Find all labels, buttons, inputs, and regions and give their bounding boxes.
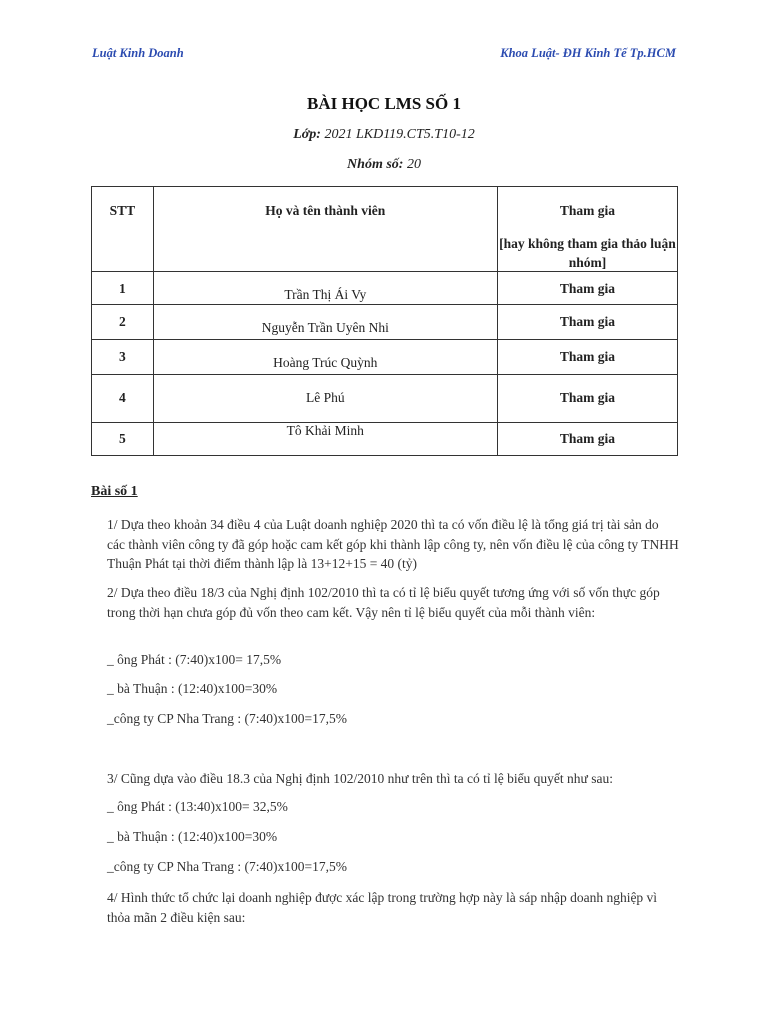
section-title: Bài số 1	[91, 484, 138, 499]
list-item: _công ty CP Nha Trang : (7:40)x100=17,5%	[107, 859, 347, 874]
row-join: Tham gia	[559, 314, 616, 329]
row-join: Tham gia	[559, 349, 616, 364]
header-join	[497, 187, 677, 272]
row-stt-cell	[92, 272, 154, 305]
row-stt-cell	[92, 340, 154, 375]
header-right-text: Khoa Luật- ĐH Kinh Tế Tp.HCM	[500, 46, 676, 60]
row-stt: 1	[118, 281, 126, 296]
members-table	[91, 186, 678, 456]
class-value: 2021 LKD119.CT5.T10-12	[320, 127, 475, 142]
row-stt-cell	[92, 423, 154, 456]
row-name-cell	[153, 375, 497, 423]
list-item: _ ông Phát : (7:40)x100= 17,5%	[107, 652, 282, 667]
row-name: Trần Thị Ái Vy	[284, 287, 367, 302]
table-row	[92, 340, 678, 375]
paragraph-2: 2/ Dựa theo điều 18/3 của Nghị định 102/2010 thì ta có tỉ lệ biểu quyết tương ứng với số vốn thực góp trong thời hạn chưa góp đủ vốn theo cam kết. Vậy nên tỉ lệ biểu quyết của mỗi thành viên:	[107, 585, 660, 620]
row-name: Tô Khải Minh	[286, 423, 364, 438]
list-item: _ bà Thuận : (12:40)x100=30%	[107, 681, 278, 696]
group-value: 20	[403, 157, 421, 172]
row-join: Tham gia	[559, 431, 616, 446]
list-item: _công ty CP Nha Trang : (7:40)x100=17,5%	[107, 711, 347, 726]
header-name	[153, 187, 497, 272]
table-row	[92, 375, 678, 423]
header-join-note: [hay không tham gia thảo luận nhóm]	[499, 236, 676, 270]
row-stt-cell	[92, 305, 154, 340]
paragraph-4: 4/ Hình thức tổ chức lại doanh nghiệp được xác lập trong trường hợp này là sáp nhập doanh nghiệp vì thỏa mãn 2 điều kiện sau:	[107, 890, 658, 925]
row-join-cell	[497, 305, 677, 340]
table-row	[92, 272, 678, 305]
table-row	[92, 423, 678, 456]
header-stt	[92, 187, 154, 272]
row-name-cell	[153, 340, 497, 375]
class-label: Lớp:	[293, 127, 321, 142]
group-label: Nhóm số:	[347, 157, 404, 172]
list-item: _ bà Thuận : (12:40)x100=30%	[107, 829, 278, 844]
table-header-row	[92, 187, 678, 272]
header-left-text: Luật Kinh Doanh	[92, 46, 184, 60]
row-stt: 2	[118, 314, 126, 329]
paragraph-1: 1/ Dựa theo khoản 34 điều 4 của Luật doanh nghiệp 2020 thì ta có vốn điều lệ là tổng giá trị tài sản do các thành viên công ty đã góp hoặc cam kết góp khi thành lập công ty, nên vốn điều lệ của công ty TNHH Thuận Phát tại thời điểm thành lập là 13+12+15 = 40 (tỷ)	[107, 517, 679, 571]
group-info	[0, 157, 768, 173]
row-join: Tham gia	[559, 281, 616, 296]
row-join-cell	[497, 423, 677, 456]
row-name-cell	[153, 305, 497, 340]
class-info	[0, 127, 768, 143]
header-name-label: Họ và tên thành viên	[265, 203, 386, 218]
table-row	[92, 305, 678, 340]
list-item: _ ông Phát : (13:40)x100= 32,5%	[107, 799, 288, 814]
row-join: Tham gia	[559, 390, 616, 405]
paragraph-3: 3/ Cũng dựa vào điều 18.3 của Nghị định 102/2010 như trên thì ta có tỉ lệ biểu quyết như sau:	[107, 771, 613, 786]
row-join-cell	[497, 340, 677, 375]
row-join-cell	[497, 272, 677, 305]
row-name: Nguyễn Trần Uyên Nhi	[261, 320, 389, 335]
row-name: Hoàng Trúc Quỳnh	[273, 355, 378, 370]
document-title: BÀI HỌC LMS SỐ 1	[307, 94, 461, 113]
header-stt-label: STT	[109, 203, 136, 218]
row-stt-cell	[92, 375, 154, 423]
row-name-cell	[153, 272, 497, 305]
row-name-cell	[153, 423, 497, 456]
row-name: Lê Phú	[305, 390, 345, 405]
row-stt: 5	[118, 431, 126, 446]
row-join-cell	[497, 375, 677, 423]
row-stt: 4	[118, 390, 126, 405]
header-join-label: Tham gia	[559, 203, 616, 218]
row-stt: 3	[118, 349, 126, 364]
